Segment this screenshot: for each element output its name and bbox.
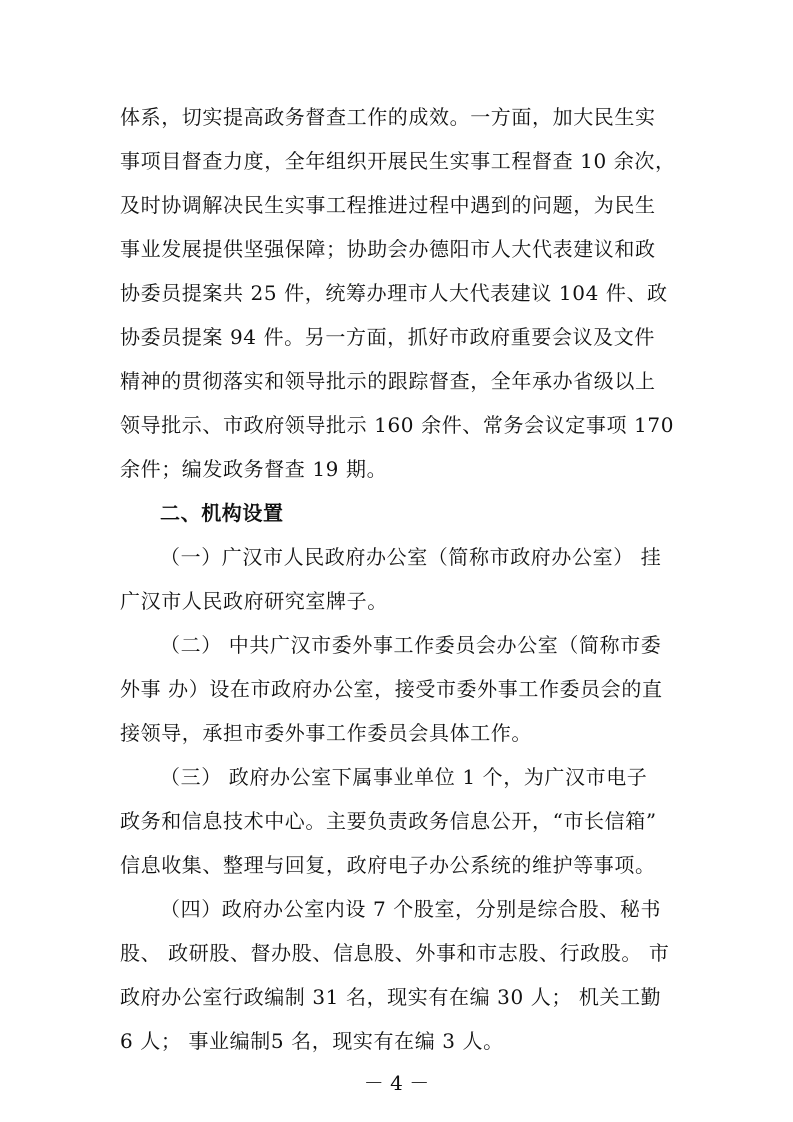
paragraph-line: （二） 中共广汉市委外事工作委员会办公室（简称市委 <box>160 633 662 657</box>
paragraph-line: 领导批示、市政府领导批示 160 余件、常务会议定事项 170 <box>120 413 675 437</box>
paragraph-line: 协委员提案 94 件。另一方面，抓好市政府重要会议及文件 <box>120 325 655 349</box>
paragraph-line: （一）广汉市人民政府办公室（简称市政府办公室） 挂 <box>160 545 662 569</box>
paragraph-line: （四）政府办公室内设 7 个股室，分别是综合股、秘书 <box>160 897 662 921</box>
paragraph-line: 协委员提案共 25 件，统筹办理市人大代表建议 104 件、政 <box>120 281 668 305</box>
paragraph-line: 接领导，承担市委外事工作委员会具体工作。 <box>120 721 532 745</box>
paragraph-line: （三） 政府办公室下属事业单位 1 个，为广汉市电子 <box>160 765 648 789</box>
paragraph-line: 广汉市人民政府研究室牌子。 <box>120 589 388 613</box>
paragraph-line: 体系，切实提高政务督查工作的成效。一方面，加大民生实 <box>120 105 656 129</box>
paragraph-line: 精神的贯彻落实和领导批示的跟踪督查，全年承办省级以上 <box>120 369 656 393</box>
paragraph-line: 事项目督查力度，全年组织开展民生实事工程督查 10 余次， <box>120 149 676 173</box>
page-number: － 4 － <box>363 1071 430 1095</box>
paragraph-line: 信息收集、整理与回复，政府电子办公系统的维护等事项。 <box>120 853 656 877</box>
paragraph-line: 外事 办）设在市政府办公室，接受市委外事工作委员会的直 <box>120 677 663 701</box>
paragraph-line: 事业发展提供坚强保障；协助会办德阳市人大代表建议和政 <box>120 237 656 261</box>
paragraph-line: 余件；编发政务督查 19 期。 <box>120 457 388 481</box>
paragraph-line: 政府办公室行政编制 31 名，现实有在编 30 人； 机关工勤 <box>120 985 662 1009</box>
paragraph-line: 政务和信息技术中心。主要负责政务信息公开，“市长信箱” <box>120 809 657 833</box>
paragraph-line: 6 人； 事业编制5 名，现实有在编 3 人。 <box>120 1029 504 1053</box>
paragraph-line: 及时协调解决民生实事工程推进过程中遇到的问题，为民生 <box>120 193 656 217</box>
paragraph-line: 股、 政研股、督办股、信息股、外事和市志股、行政股。 市 <box>120 941 670 965</box>
section-heading: 二、机构设置 <box>160 501 284 525</box>
